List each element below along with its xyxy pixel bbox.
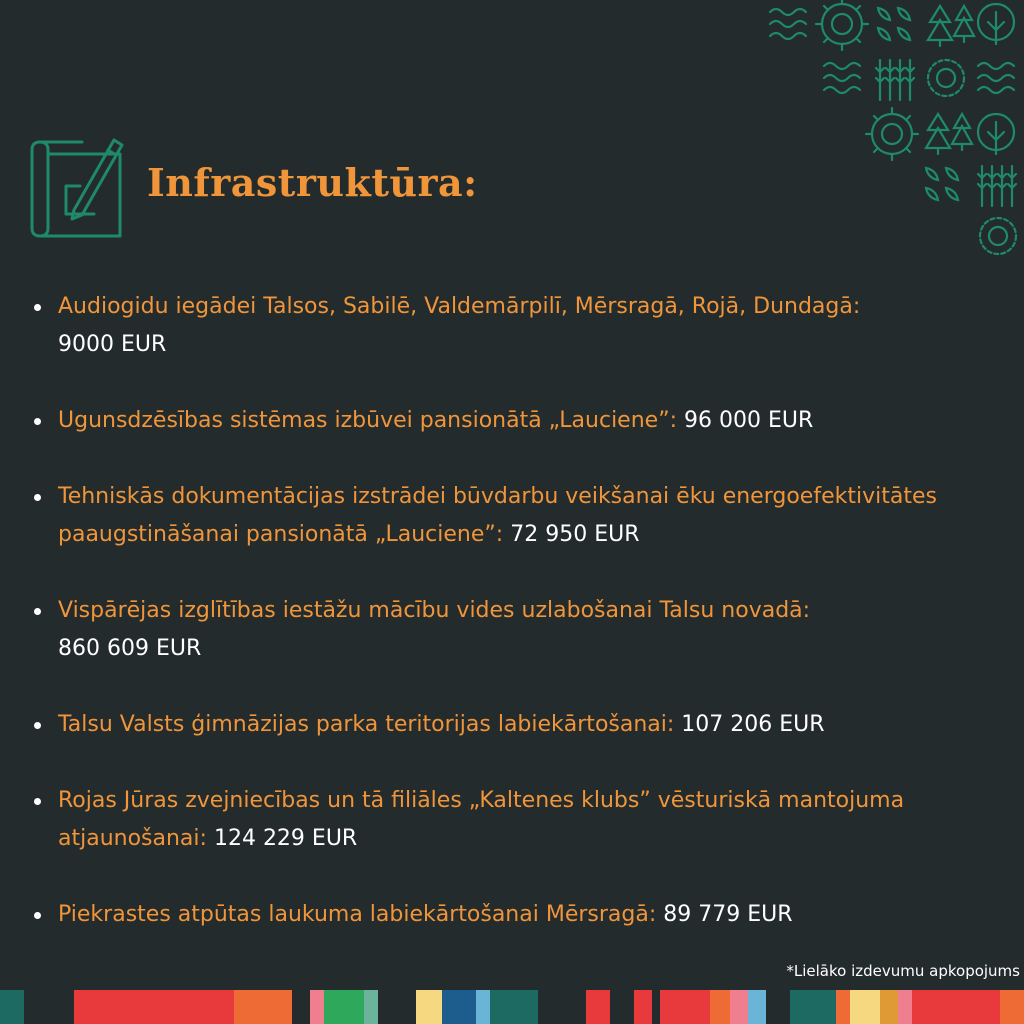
item-label: Piekrastes atpūtas laukuma labiekārtošanai Mērsragā: (58, 902, 657, 927)
item-label: Rojas Jūras zvejniecības un tā filiāles „Kaltenes klubs” vēsturiskā mantojuma atjaunošanai: (58, 788, 905, 851)
list-item (34, 402, 1014, 440)
list-item (34, 478, 1014, 554)
bullet (34, 304, 41, 311)
page-title: Infrastruktūra: (147, 160, 478, 205)
expense-list (34, 288, 1014, 934)
oak-icon (978, 114, 1014, 154)
list-item (34, 782, 1014, 858)
item-amount: 72 950 EUR (510, 522, 640, 547)
sun-icon (816, 0, 868, 50)
tree-icon (928, 6, 974, 46)
item-label: Vispārējas izglītības iestāžu mācību vides uzlabošanai Talsu novadā: (58, 598, 811, 623)
blueprint-pencil-icon (22, 136, 128, 242)
item-amount: 89 779 EUR (663, 902, 793, 927)
item-amount: 96 000 EUR (684, 408, 814, 433)
bullet (34, 608, 41, 615)
item-label: Tehniskās dokumentācijas izstrādei būvdarbu veikšanai ēku energoefektivitātes paaugstināšanai pansionātā „Lauciene”: (58, 484, 937, 547)
bullet (34, 418, 41, 425)
bullet (34, 798, 41, 805)
item-amount: 9000 EUR (58, 332, 167, 357)
item-label: Ugunsdzēsības sistēmas izbūvei pansionātā „Lauciene”: (58, 408, 678, 433)
item-amount: 860 609 EUR (58, 636, 202, 661)
list-item (34, 706, 1014, 744)
item-label: Talsu Valsts ģimnāzijas parka teritorijas labiekārtošanai: (58, 712, 675, 737)
wheat-icon (978, 166, 1016, 206)
bullet (34, 912, 41, 919)
folk-ornament-pattern (766, 0, 1024, 262)
wreath-icon (980, 218, 1016, 254)
bullet (34, 494, 41, 501)
bullet (34, 722, 41, 729)
leaf-icon (926, 168, 958, 200)
tree-icon (926, 114, 972, 154)
footnote: *Lielāko izdevumu apkopojums (786, 962, 1020, 980)
item-label: Audiogidu iegādei Talsos, Sabilē, Valdemārpilī, Mērsragā, Rojā, Dundagā: (58, 294, 861, 319)
wave-icon (770, 9, 806, 39)
item-amount: 107 206 EUR (681, 712, 825, 737)
oak-icon (978, 4, 1014, 44)
sun-icon (866, 108, 918, 160)
leaf-icon (878, 8, 910, 40)
color-stripe (0, 990, 1024, 1024)
wheat-icon (876, 60, 914, 100)
list-item (34, 288, 1014, 364)
wave-icon (824, 63, 860, 93)
list-item (34, 592, 1014, 668)
wave-icon (978, 63, 1014, 93)
wreath-icon (928, 60, 964, 96)
list-item (34, 896, 1014, 934)
item-amount: 124 229 EUR (213, 826, 358, 851)
